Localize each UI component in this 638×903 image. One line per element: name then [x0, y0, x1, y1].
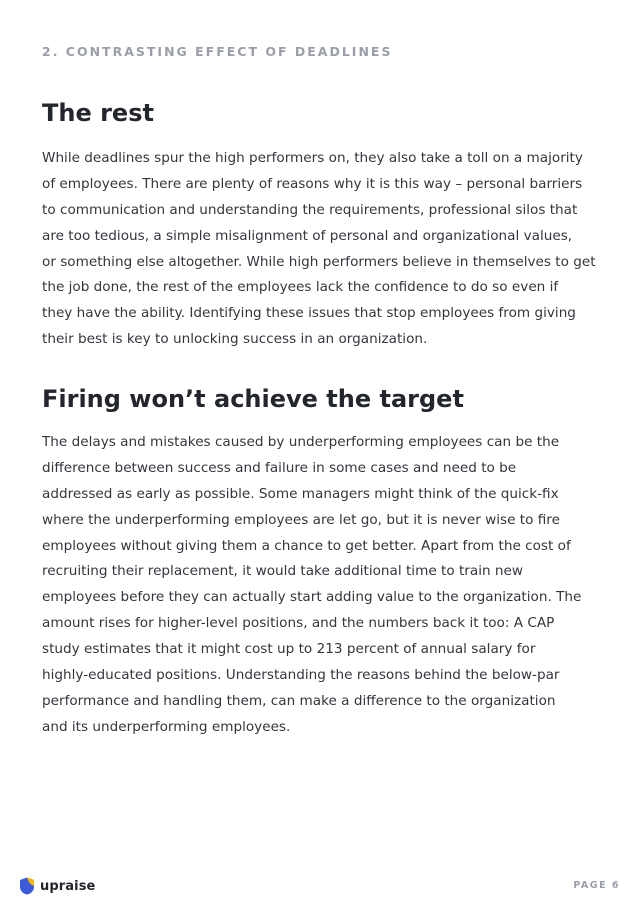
paragraph-line: where the underperforming employees are let go, but it is never wise to fire [42, 511, 560, 528]
paragraph-line: addressed as early as possible. Some managers might think of the quick-fix [42, 485, 559, 502]
page-number: PAGE 6 [573, 880, 620, 891]
paragraph-line: of employees. There are plenty of reasons why it is this way – personal barriers [42, 175, 583, 192]
paragraph-line: The delays and mistakes caused by underperforming employees can be the [42, 434, 560, 450]
heading-the-rest: The rest [42, 99, 154, 127]
paragraph-line: or something else altogether. While high performers believe in themselves to get [42, 253, 596, 270]
paragraph-line: highly-educated positions. Understanding the reasons behind the below-par [42, 667, 560, 684]
paragraph-line: to communication and understanding the requirements, professional silos that [42, 201, 578, 218]
paragraph-line: employees before they can actually start adding value to the organization. The [42, 589, 582, 606]
paragraph-line: study estimates that it might cost up to 213 percent of annual salary for [42, 641, 536, 658]
upraise-logo-icon [18, 877, 36, 895]
paragraph-line: and its underperforming employees. [42, 718, 291, 735]
paragraph-line: they have the ability. Identifying these issues that stop employees from giving [42, 305, 576, 322]
heading-firing-wont-achieve-target: Firing won’t achieve the target [42, 385, 464, 413]
paragraph-line: performance and handling them, can make a difference to the organization [42, 692, 556, 709]
logo-text: upraise [40, 878, 96, 894]
paragraph-line: the job done, the rest of the employees lack the confidence to do so even if [42, 279, 559, 296]
paragraph-line: amount rises for higher-level positions, and the numbers back it too: A CAP [42, 615, 555, 632]
paragraph-line: are too tedious, a simple misalignment of personal and organizational values, [42, 227, 573, 244]
upraise-logo [18, 876, 95, 896]
paragraph-firing [42, 430, 581, 741]
paragraph-the-rest [42, 146, 596, 353]
paragraph-line: their best is key to unlocking success in an organization. [42, 331, 428, 348]
paragraph-line: employees without giving them a chance to get better. Apart from the cost of [42, 537, 571, 554]
section-label: 2. CONTRASTING EFFECT OF DEADLINES [42, 44, 393, 59]
paragraph-line: difference between success and failure in some cases and need to be [42, 459, 517, 476]
paragraph-line: recruiting their replacement, it would take additional time to train new [42, 563, 524, 580]
paragraph-line: While deadlines spur the high performers on, they also take a toll on a majority [42, 150, 583, 166]
